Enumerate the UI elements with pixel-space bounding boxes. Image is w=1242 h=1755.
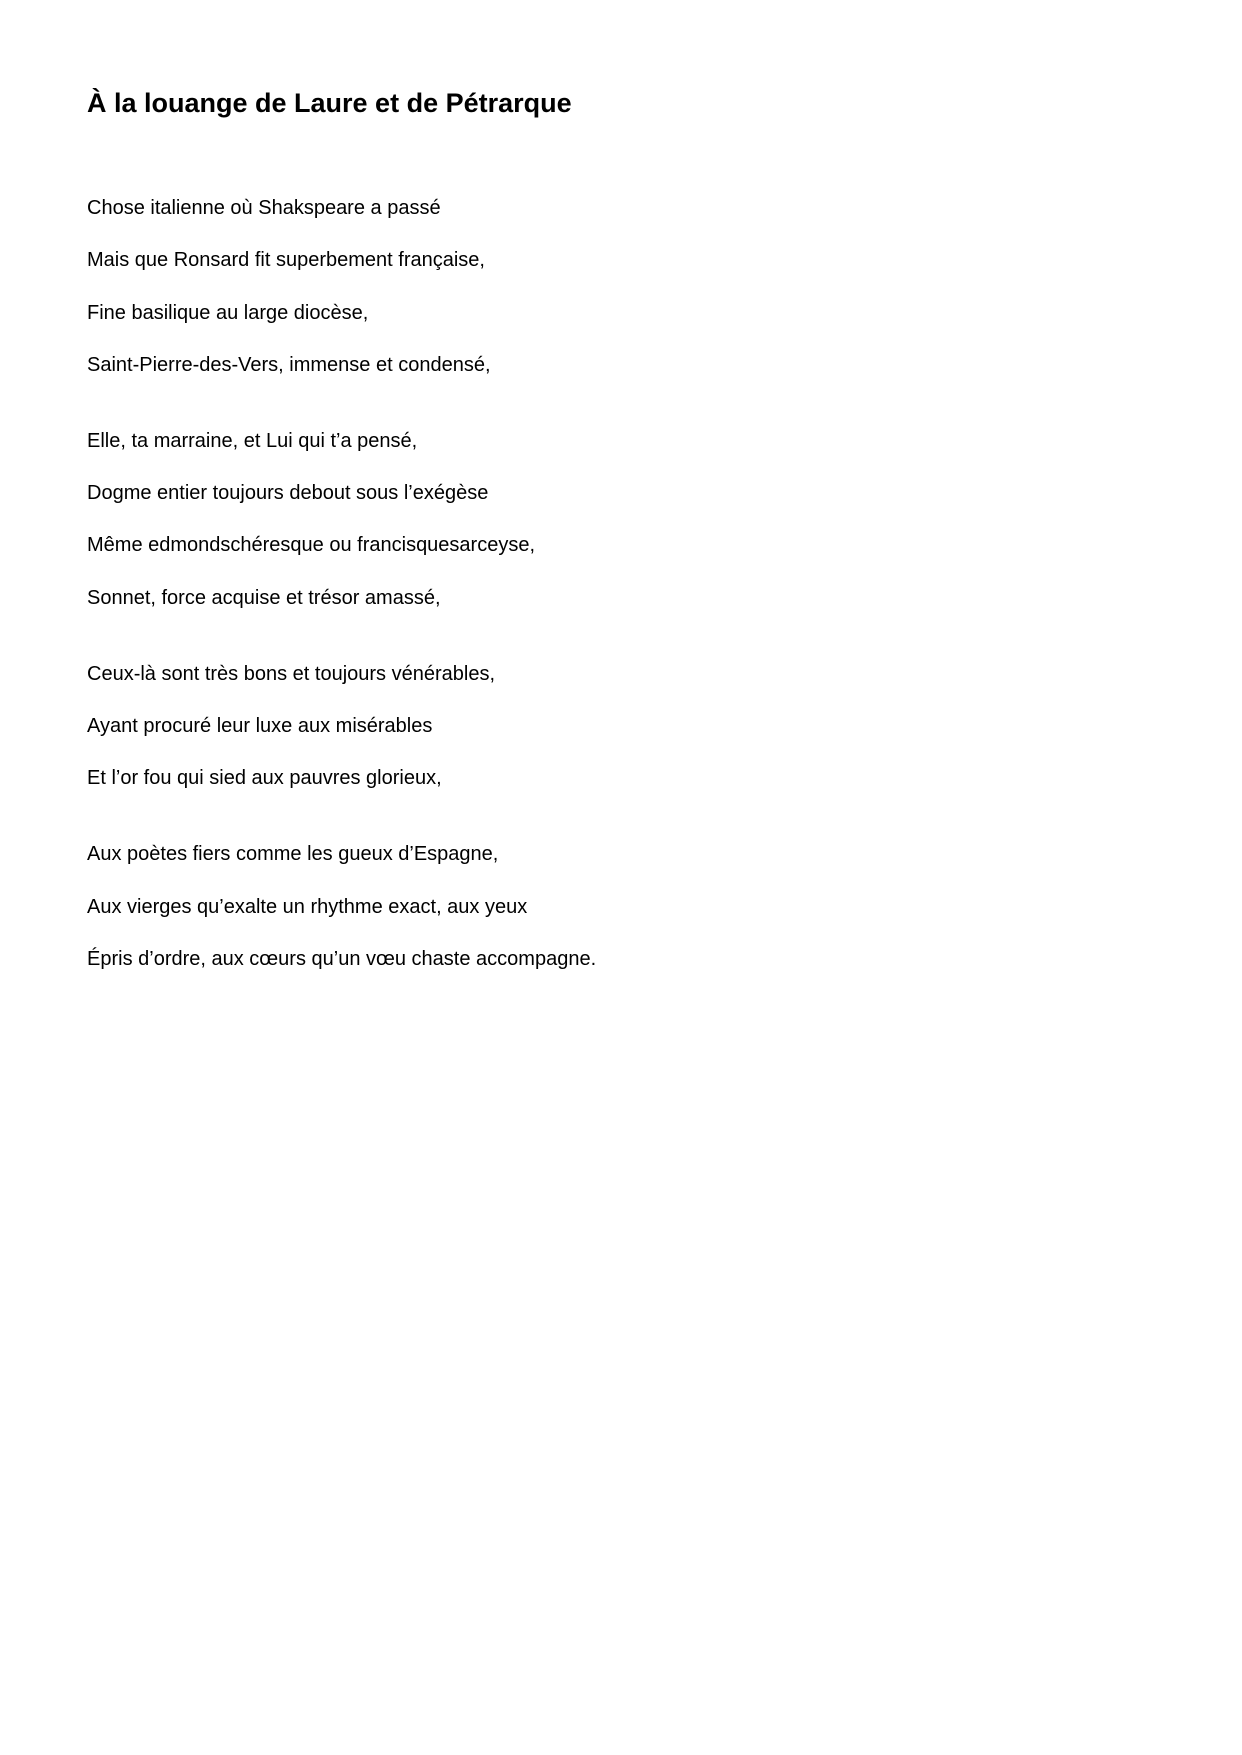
poem-line: Ceux-là sont très bons et toujours vénérables, — [87, 662, 495, 685]
stanza-1 — [87, 195, 1087, 378]
poem-line: Même edmondschéresque ou francisquesarceyse, — [87, 534, 536, 557]
poem-line: Sonnet, force acquise et trésor amassé, — [87, 586, 441, 609]
poem-line: Ayant procuré leur luxe aux misérables — [87, 715, 433, 738]
poem-line: Aux vierges qu’exalte un rhythme exact, aux yeux — [87, 895, 528, 918]
poem-line: Saint-Pierre-des-Vers, immense et condensé, — [87, 353, 491, 376]
stanza-3 — [87, 661, 1087, 792]
poem-line: Elle, ta marraine, et Lui qui t’a pensé, — [87, 429, 418, 452]
poem-line: Et l’or fou qui sied aux pauvres glorieux, — [87, 767, 442, 790]
stanza-4 — [87, 841, 1087, 972]
stanza-2 — [87, 428, 1087, 611]
poem-line: Mais que Ronsard fit superbement française, — [87, 249, 485, 272]
poem-title: À la louange de Laure et de Pétrarque — [87, 88, 572, 118]
poem-line: Fine basilique au large diocèse, — [87, 301, 369, 324]
poem-line: Chose italienne où Shakspeare a passé — [87, 197, 441, 219]
poem-line: Aux poètes fiers comme les gueux d’Espagne, — [87, 843, 499, 866]
poem-line: Épris d’ordre, aux cœurs qu’un vœu chaste accompagne. — [87, 947, 597, 970]
poem-body — [87, 195, 1087, 1022]
poem-line: Dogme entier toujours debout sous l’exégèse — [87, 482, 489, 505]
